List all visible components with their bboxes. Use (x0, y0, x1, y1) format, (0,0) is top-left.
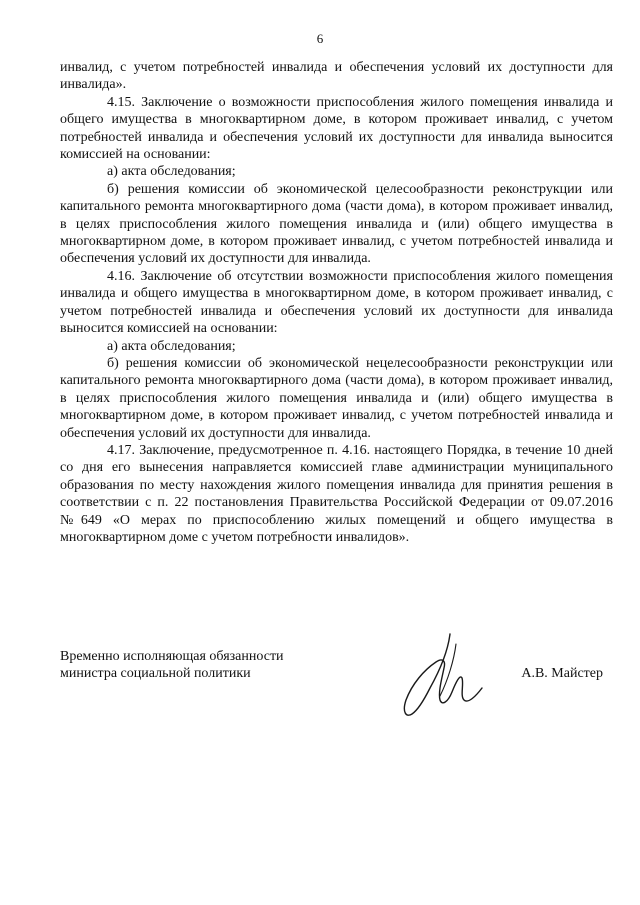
signatory-position-line-1: Временно исполняющая обязанности (60, 649, 284, 664)
paragraph-4-15: 4.15. Заключение о возможности приспособления жилого помещения инвалида и общего имущества в многоквартирном доме, в котором проживает инвалид, с учетом потребностей инвалида и обеспечения условий их доступности для инвалида выносится комиссией на основании: (60, 94, 613, 163)
paragraph-4-16: 4.16. Заключение об отсутствии возможности приспособления жилого помещения инвалида и общего имущества в многоквартирном доме, в котором проживает инвалид, с учетом потребностей инвалида и обеспечения условий их доступности для инвалида выносится комиссией на основании: (60, 268, 613, 337)
handwritten-signature (390, 630, 500, 720)
paragraph-4-15-b: б) решения комиссии об экономической целесообразности реконструкции или капитального ремонта многоквартирного дома (части дома), в котором проживает инвалид, в целях приспособления жилого помещения инвалида и (или) общего имущества в многоквартирном доме, в котором проживает инвалид, с учетом потребностей инвалида и обеспечения условий их доступности для инвалида. (60, 181, 613, 267)
document-body (60, 59, 613, 546)
signatory-name: А.В. Майстер (521, 666, 603, 681)
signatory-position-line-2: министра социальной политики (60, 666, 251, 682)
paragraph-4-16-b: б) решения комиссии об экономической нецелесообразности реконструкции или капитального ремонта многоквартирного дома (части дома), в котором проживает инвалид, в целях приспособления жилого помещения инвалида и (или) общего имущества в многоквартирном доме, в котором проживает инвалид, с учетом потребностей инвалида и обеспечения условий их доступности для инвалида. (60, 355, 613, 441)
page-number: 6 (316, 31, 324, 46)
paragraph-4-15-a: а) акта обследования; (107, 164, 236, 180)
signatory-position (60, 648, 340, 683)
paragraph-4-16-a: а) акта обследования; (107, 338, 236, 354)
paragraph-4-17: 4.17. Заключение, предусмотренное п. 4.16. настоящего Порядка, в течение 10 дней со дня его вынесения направляется комиссией главе администрации муниципального образования по месту нахождения жилого помещения инвалида для принятия решения в соответствии с п. 22 постановления Правительства Российской Федерации от 09.07.2016 №649 «О мерах по приспособлению жилых помещений и общего имущества в многоквартирном доме с учетом потребности инвалидов». (60, 442, 613, 545)
paragraph-continuation: инвалид, с учетом потребностей инвалида и обеспечения условий их доступности для инвалида». (60, 60, 613, 93)
signature-block (60, 648, 613, 718)
